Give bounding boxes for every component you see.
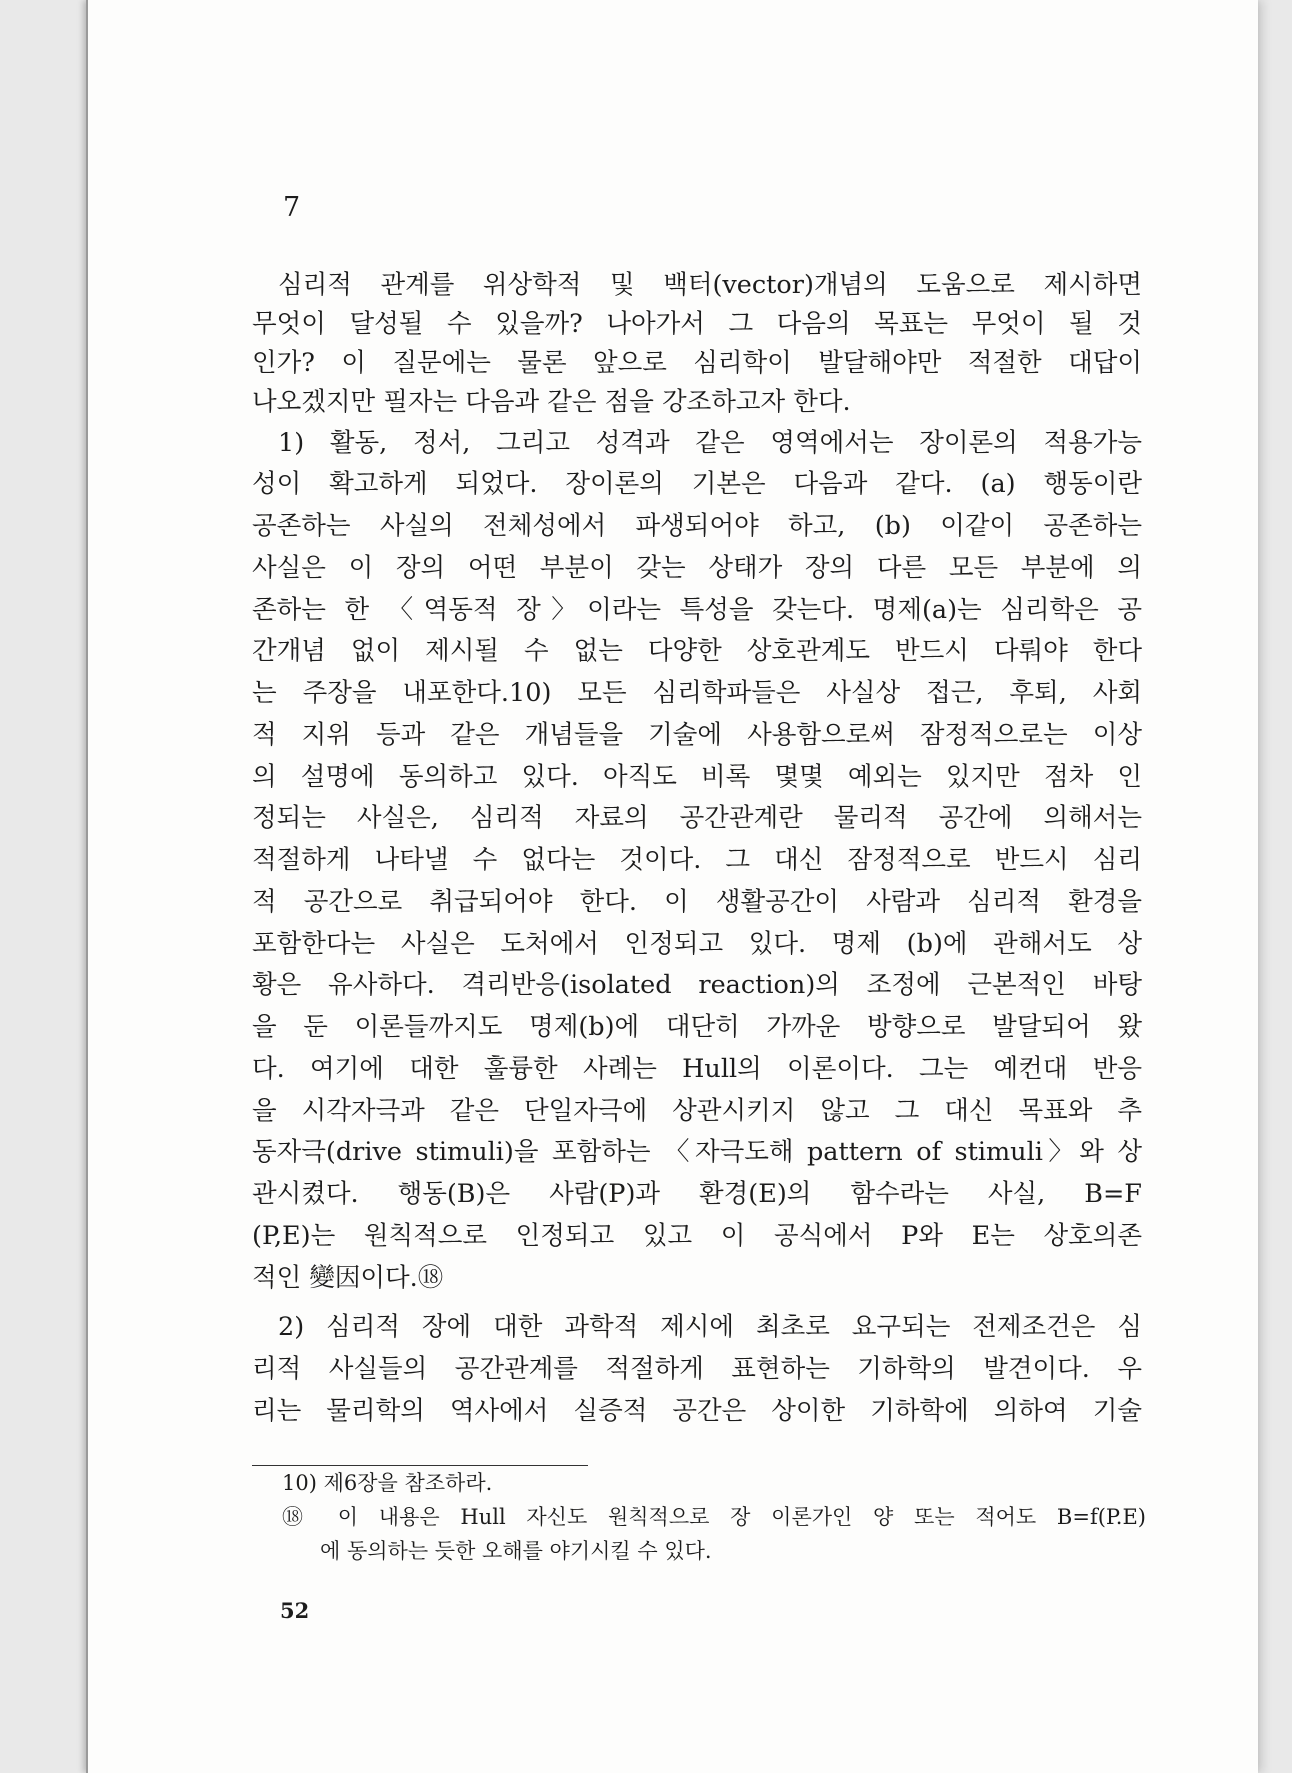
body-line: 1) 활동, 정서, 그리고 성격과 같은 영역에서는 장이론의 적용가능 [278,428,1142,458]
body-line: 관시켰다. 행동(B)은 사람(P)과 환경(E)의 함수라는 사실, B=F [252,1179,1142,1209]
body-line: 을 시각자극과 같은 단일자극에 상관시키지 않고 그 대신 목표와 추 [252,1096,1142,1126]
body-line: 포함한다는 사실은 도처에서 인정되고 있다. 명제 (b)에 관해서도 상 [252,929,1142,959]
chapter-number: 7 [283,192,301,223]
body-line: 존하는 한 〈역동적 장〉이라는 특성을 갖는다. 명제(a)는 심리학은 공 [252,595,1142,625]
body-line: 는 주장을 내포한다.10) 모든 심리학파들은 사실상 접근, 후퇴, 사회 [252,678,1142,708]
body-line: 2) 심리적 장에 대한 과학적 제시에 최초로 요구되는 전제조건은 심 [278,1312,1142,1342]
body-line: 성이 확고하게 되었다. 장이론의 기본은 다음과 같다. (a) 행동이란 [252,469,1142,499]
footnote-divider [252,1465,588,1466]
body-line: 리적 사실들의 공간관계를 적절하게 표현하는 기하학의 발견이다. 우 [252,1354,1142,1384]
body-line: 심리적 관계를 위상학적 및 백터(vector)개념의 도움으로 제시하면 [278,270,1142,300]
body-line: 동자극(drive stimuli)을 포함하는 〈자극도해 pattern of stimuli〉와 상 [252,1137,1142,1167]
body-line: 사실은 이 장의 어떤 부분이 갖는 상태가 장의 다른 모든 부분에 의 [252,553,1142,583]
body-line: 공존하는 사실의 전체성에서 파생되어야 하고, (b) 이같이 공존하는 [252,511,1142,541]
body-line: 정되는 사실은, 심리적 자료의 공간관계란 물리적 공간에 의해서는 [252,803,1142,833]
body-line: 다. 여기에 대한 훌륭한 사례는 Hull의 이론이다. 그는 예컨대 반응 [252,1054,1142,1084]
body-line: 을 둔 이론들까지도 명제(b)에 대단히 가까운 방향으로 발달되어 왔 [252,1012,1142,1042]
body-line: 적절하게 나타낼 수 없다는 것이다. 그 대신 잠정적으로 반드시 심리 [252,845,1142,875]
body-line: 의 설명에 동의하고 있다. 아직도 비록 몇몇 예외는 있지만 점차 인 [252,762,1142,792]
body-line: 적인 變因이다.⑱ [252,1263,444,1293]
body-line: 나오겠지만 필자는 다음과 같은 점을 강조하고자 한다. [252,387,851,417]
body-line: (P,E)는 원칙적으로 인정되고 있고 이 공식에서 P와 E는 상호의존 [252,1221,1142,1251]
body-line: 무엇이 달성될 수 있을까? 나아가서 그 다음의 목표는 무엇이 될 것 [252,309,1142,339]
footnote-18-line1: ⑱ 이 내용은 Hull 자신도 원칙적으로 장 이론가인 양 또는 적어도 B=f(P.E) [282,1505,1146,1529]
page-number: 52 [280,1598,310,1623]
body-line: 적 지위 등과 같은 개념들을 기술에 사용함으로써 잠정적으로는 이상 [252,720,1142,750]
body-line: 적 공간으로 취급되어야 한다. 이 생활공간이 사람과 심리적 환경을 [252,887,1142,917]
body-line: 인가? 이 질문에는 물론 앞으로 심리학이 발달해야만 적절한 대답이 [252,348,1142,378]
body-line: 리는 물리학의 역사에서 실증적 공간은 상이한 기하학에 의하여 기술 [252,1396,1142,1426]
body-line: 간개념 없이 제시될 수 없는 다양한 상호관계도 반드시 다뤄야 한다 [252,636,1142,666]
footnote-18-line2: 에 동의하는 듯한 오해를 야기시킬 수 있다. [320,1539,712,1563]
body-line: 황은 유사하다. 격리반응(isolated reaction)의 조정에 근본적인 바탕 [252,970,1142,1000]
footnote-10: 10) 제6장을 참조하라. [282,1471,493,1495]
